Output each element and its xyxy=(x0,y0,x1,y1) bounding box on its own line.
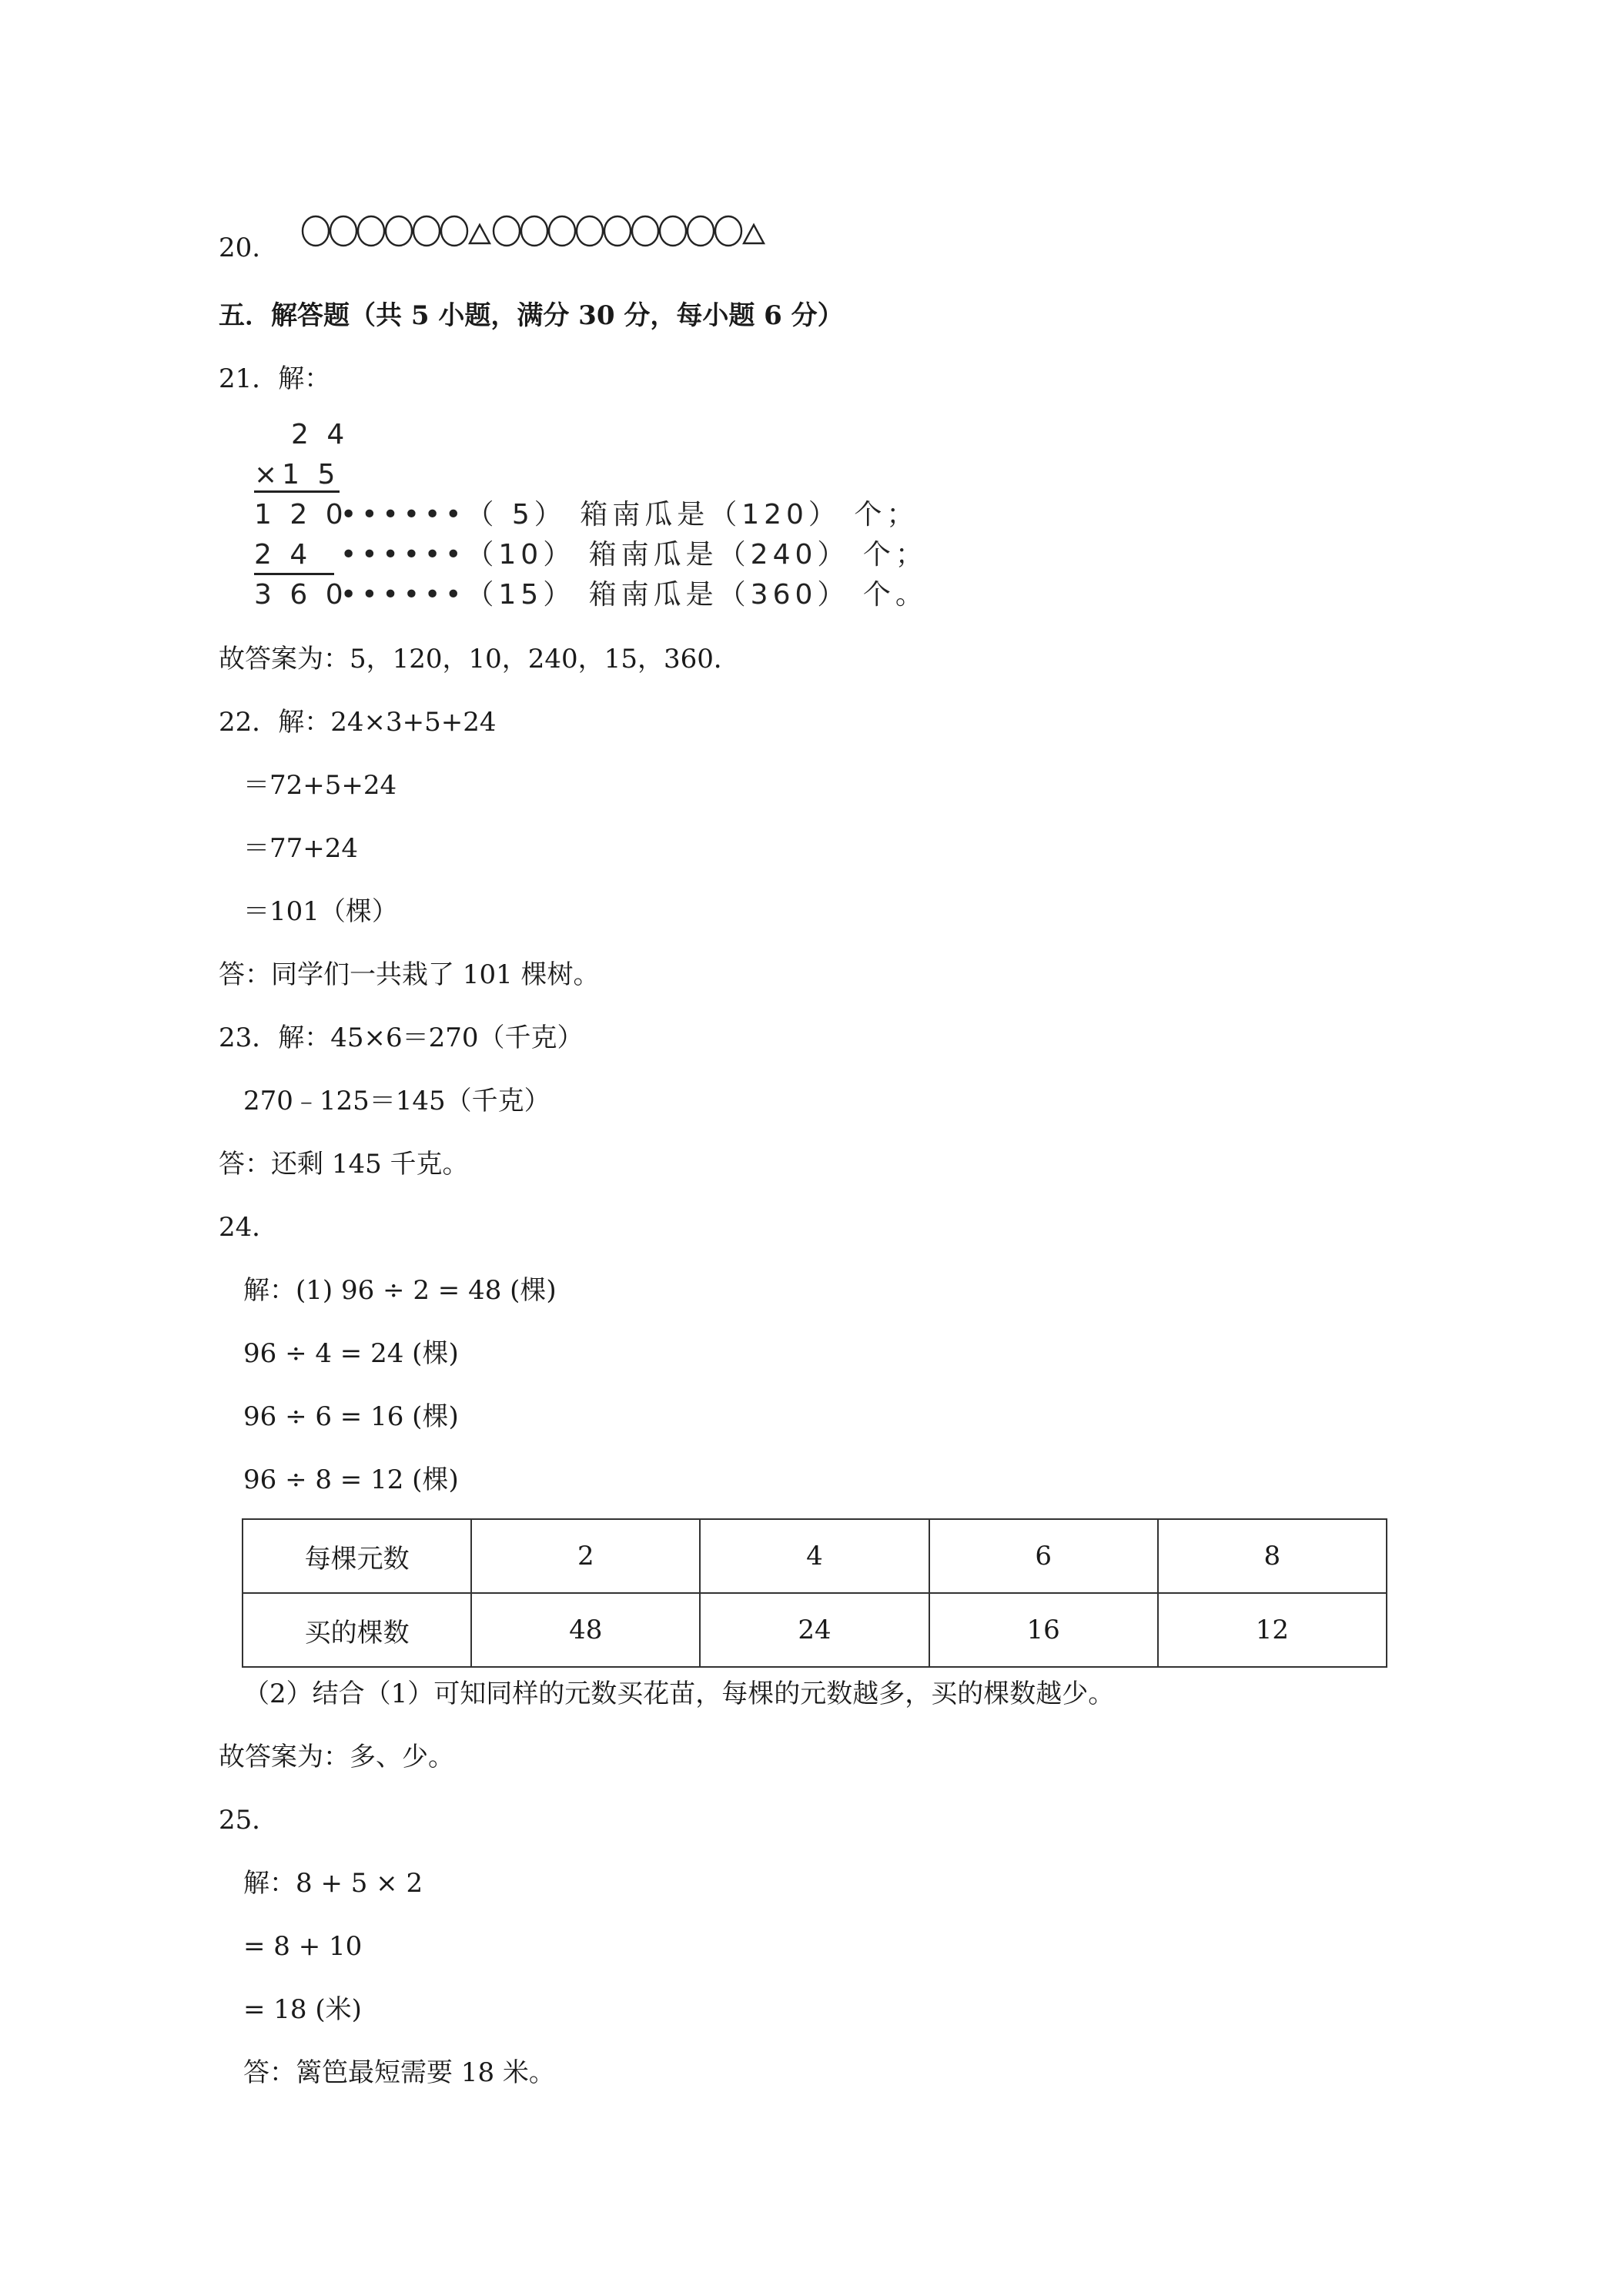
answer-table xyxy=(242,1518,1387,1668)
question-25-answer: 答：篱笆最短需要 18 米。 xyxy=(243,2057,555,2088)
question-24-line-1: 解：(1) 96 ÷ 2 = 48 (棵) xyxy=(243,1275,557,1306)
triangle-icon xyxy=(470,225,490,243)
circle-icon xyxy=(715,216,741,246)
partial-product-2-text: ••••••（10） 箱南瓜是（240） 个； xyxy=(340,539,928,571)
vertical-multiplier xyxy=(254,457,340,493)
question-23-line-2: 270﹣125＝145（千克） xyxy=(243,1086,550,1116)
question-23-line-1: 23．解：45×6＝270（千克） xyxy=(219,1022,584,1053)
table-cell: 买的棵数 xyxy=(243,1593,471,1667)
question-22-line-2: ＝72+5+24 xyxy=(243,770,397,801)
table-cell: 每棵元数 xyxy=(243,1519,471,1593)
table-cell: 8 xyxy=(1158,1519,1387,1593)
circle-icon xyxy=(413,216,440,246)
multiplier-text: ×1 5 xyxy=(254,459,340,493)
table-cell: 16 xyxy=(929,1593,1158,1667)
table-cell: 6 xyxy=(929,1519,1158,1593)
triangle-icon xyxy=(744,225,764,243)
question-24-answer: 故答案为：多、少。 xyxy=(219,1742,454,1772)
table-cell: 24 xyxy=(700,1593,929,1667)
question-25-line-3: = 18 (米) xyxy=(243,1994,362,2025)
partial-product-1-text: ••••••（ 5） 箱南瓜是（120） 个； xyxy=(340,499,919,530)
vertical-row-2 xyxy=(254,537,928,575)
question-21-label: 21．解： xyxy=(219,363,331,394)
question-22-line-4: ＝101（棵） xyxy=(243,896,398,927)
circle-icon xyxy=(660,216,686,246)
partial-product-2: 2 4 xyxy=(254,537,334,575)
question-21-answer: 故答案为：5，120，10，240，15，360． xyxy=(219,644,740,674)
table-row xyxy=(243,1593,1387,1667)
circle-icon xyxy=(303,216,329,246)
question-24-line-3: 96 ÷ 6 = 16 (棵) xyxy=(243,1401,459,1432)
question-25-line-1: 解：8 + 5 × 2 xyxy=(243,1868,423,1899)
circle-icon xyxy=(688,216,714,246)
question-20-number: 20. xyxy=(219,233,261,263)
question-22-line-1: 22．解：24×3+5+24 xyxy=(219,707,497,738)
circle-icon xyxy=(330,216,356,246)
vertical-multiplicand: 2 4 xyxy=(291,419,350,450)
circle-icon xyxy=(577,216,603,246)
question-24-line-4: 96 ÷ 8 = 12 (棵) xyxy=(243,1464,459,1495)
table-cell: 48 xyxy=(471,1593,700,1667)
table-cell: 12 xyxy=(1158,1593,1387,1667)
question-25-line-2: = 8 + 10 xyxy=(243,1931,363,1962)
table-cell: 4 xyxy=(700,1519,929,1593)
circle-icon xyxy=(604,216,631,246)
product: 3 6 0 xyxy=(254,579,348,611)
circle-icon xyxy=(632,216,658,246)
circle-icon xyxy=(521,216,547,246)
question-25-number: 25． xyxy=(219,1805,279,1836)
product-text: ••••••（15） 箱南瓜是（360） 个。 xyxy=(340,579,928,611)
vertical-row-3 xyxy=(254,577,928,613)
circle-icon xyxy=(386,216,412,246)
question-23-answer: 答：还剩 145 千克。 xyxy=(219,1149,469,1180)
question-24-part-2: （2）结合（1）可知同样的元数买花苗，每棵的元数越多，买的棵数越少。 xyxy=(243,1678,1115,1709)
circle-icon xyxy=(494,216,520,246)
circle-icon xyxy=(358,216,384,246)
question-24-line-2: 96 ÷ 4 = 24 (棵) xyxy=(243,1338,459,1369)
table-cell: 2 xyxy=(471,1519,700,1593)
partial-product-1: 1 2 0 xyxy=(254,499,348,530)
shape-sequence xyxy=(300,214,793,248)
question-22-line-3: ＝77+24 xyxy=(243,833,359,864)
question-22-answer: 答：同学们一共栽了 101 棵树。 xyxy=(219,959,600,990)
circle-icon xyxy=(549,216,575,246)
circle-icon xyxy=(441,216,467,246)
table-row xyxy=(243,1519,1387,1593)
vertical-row-1 xyxy=(254,497,919,533)
question-24-number: 24． xyxy=(219,1212,279,1243)
section-title: 五．解答题（共 5 小题，满分 30 分，每小题 6 分） xyxy=(219,300,844,331)
